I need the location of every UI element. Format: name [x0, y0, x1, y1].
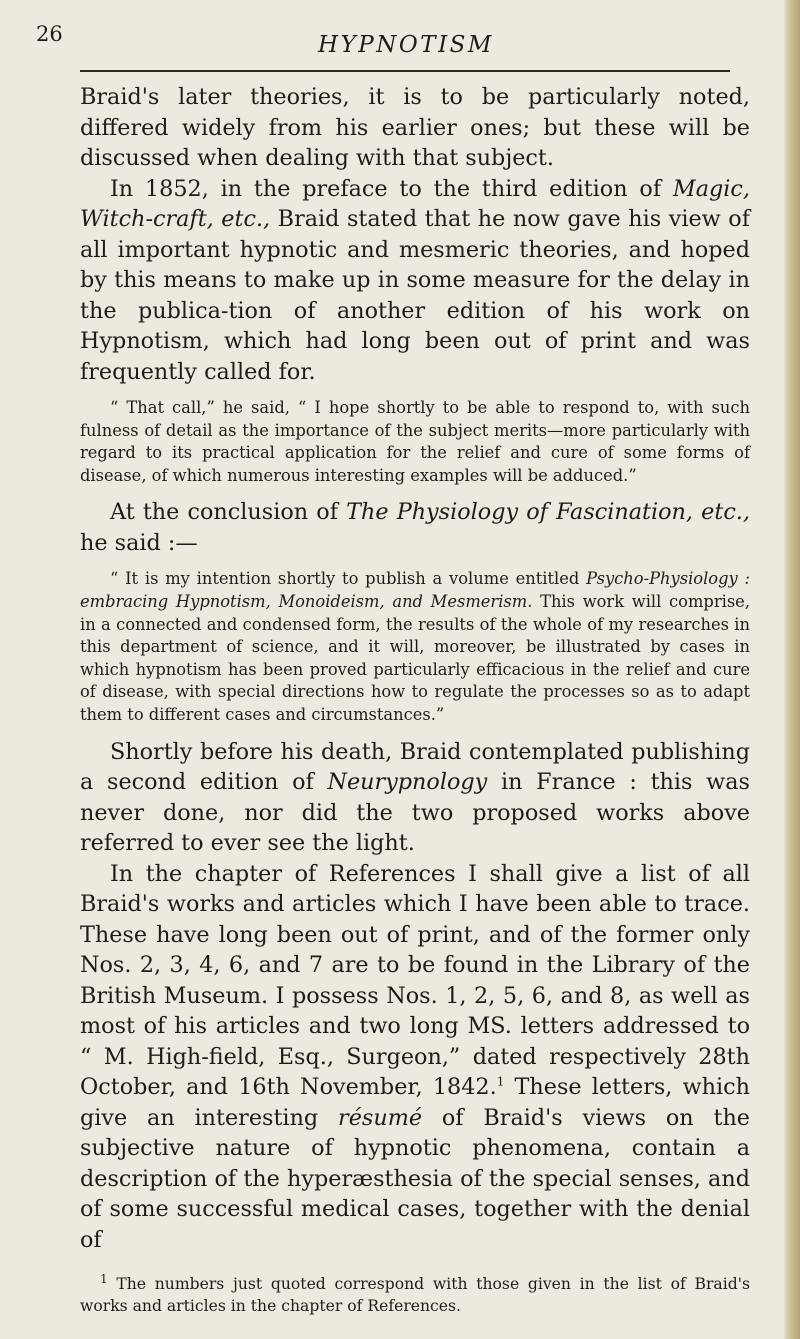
page-header: [36, 22, 776, 58]
quote-2: [80, 568, 750, 726]
paragraph-5-italic-word: résumé: [338, 1104, 423, 1131]
running-head: HYPNOTISM: [318, 32, 494, 58]
footnote-reference: 1: [496, 1074, 505, 1089]
paragraph-3-text-a: At the conclusion of: [110, 499, 347, 526]
paragraph-5-text-c: of Braid's views on the subjective nature of hypnotic phenomena, contain a description of the hyperæsthesia of the special senses, and of some successful medical cases, together with the denial of: [80, 1104, 750, 1253]
paragraph-1-text: Braid's later theories, it is to be particularly noted, differed widely from his earlier ones; but these will be discussed when dealing with that subject.: [80, 84, 750, 171]
footnote-text: [80, 1273, 750, 1317]
paragraph-1: [80, 82, 750, 174]
quote-1-text: “ That call,” he said, “ I hope shortly to be able to respond to, with such fulness of detail as the importance of the subject merits—more particularly with regard to its practical application for the relief and cure of some forms of disease, of which numerous interesting examples will be adduced.”: [80, 398, 750, 485]
page-edge-shadow: [784, 0, 800, 1339]
footnote-marker: 1: [100, 1271, 108, 1286]
footnote: [80, 1273, 750, 1317]
paragraph-5-text-b: These letters, which give an interesting: [80, 1074, 750, 1131]
footnote-body: The numbers just quoted correspond with those given in the list of Braid's works and articles in the chapter of References.: [80, 1275, 750, 1315]
quote-2-text-a: “ It is my intention shortly to publish a volume entitled: [110, 569, 587, 589]
paragraph-2-text-a: In 1852, in the preface to the third edition of: [110, 175, 673, 202]
paragraph-3-title: The Physiology of Fascination, etc.,: [346, 499, 750, 526]
page-number: 26: [36, 22, 63, 46]
paragraph-2: [80, 174, 750, 388]
paragraph-3-text-b: he said :—: [80, 529, 198, 556]
paragraph-4-text-b: in France : this was never done, nor did the two proposed works above referred to ever see the light.: [80, 769, 751, 857]
paragraph-5: [80, 859, 750, 1256]
paragraph-4-text-a: Shortly before his death, Braid contemplated publishing a second edition of: [80, 738, 750, 796]
paragraph-5-text-a: In the chapter of References I shall give a list of all Braid's works and articles which I have been able to trace. These have long been out of print, and of the former only Nos. 2, 3, 4, 6, and 7 are to be found in the Library of the British Museum. I possess Nos. 1, 2, 5, 6, and 8, as well as most of his articles and two long MS. letters addressed to “ M. High-field, Esq., Surgeon,” dated respectively 28th October, and 16th November, 1842.: [80, 860, 750, 1101]
paragraph-2-title: Magic, Witch-craft, etc.,: [80, 175, 750, 232]
quote-2-text-b: This work will comprise, in a connected and condensed form, the results of the whole of my researches in this department of science, and it will, moreover, be illustrated by cases in which hypnotism has been proved particularly efficacious in the relief and cure of disease, with special directions how to regulate the processes so as to adapt them to different cases and circumstances.”: [80, 591, 750, 724]
quote-1: [80, 397, 750, 487]
body-text: [80, 82, 750, 1255]
paragraph-4-title: Neurypnology: [327, 769, 488, 796]
paragraph-3: [80, 497, 750, 558]
paragraph-4: [80, 737, 750, 859]
quote-2-title: Psycho-Physiology : embracing Hypnotism, Monoideism, and Mesmerism.: [80, 569, 750, 611]
paragraph-2-text-b: Braid stated that he now gave his view of all important hypnotic and mesmeric theories, and hoped by this means to make up in some measure for the delay in the publica-tion of another edition of his work on Hypnotism, which had long been out of print and was frequently called for.: [80, 206, 750, 385]
header-rule: [80, 70, 730, 72]
